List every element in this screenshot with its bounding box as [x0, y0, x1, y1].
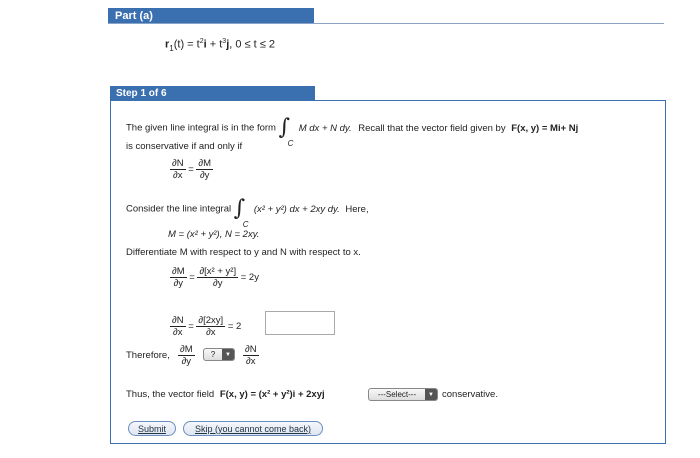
skip-button[interactable] [183, 421, 323, 436]
cond-num-1: ∂N [172, 158, 184, 169]
curve-definition [165, 38, 275, 53]
comparison-select[interactable] [203, 348, 235, 361]
th-den-2: ∂x [246, 356, 256, 367]
dm-dy-equation [170, 266, 259, 289]
conservative-select[interactable] [368, 388, 438, 401]
dm-num-expr: ∂[x² + y²] [199, 266, 237, 277]
consider-text: Consider the line integral [126, 203, 232, 215]
therefore-frac-1 [178, 344, 195, 367]
r-subscript: 1 [169, 43, 174, 53]
cond-den-2: ∂y [199, 170, 210, 181]
th-num-2: ∂N [245, 344, 257, 355]
plus-term: + t [206, 38, 223, 51]
skip-label: Skip (you cannot come back) [194, 423, 312, 434]
given-integrand: M dx + N dy. [298, 122, 352, 134]
r-symbol: r [165, 38, 170, 51]
i-vector: i [203, 38, 207, 51]
consider-line [126, 196, 369, 229]
dm-result: = 2y [240, 272, 259, 284]
th-den-1: ∂y [181, 356, 192, 367]
dm-den-expr: ∂y [213, 278, 223, 289]
part-header [108, 8, 314, 24]
integral-subscript-2: C [242, 220, 249, 229]
m-n-definition: M = (x² + y²), N = 2xy. [168, 229, 260, 240]
vector-field: F(x, y) = (x² + y²)i + 2xyj [219, 389, 325, 400]
step-label: Step 1 of 6 [116, 88, 167, 99]
integral-sign-2: ∫ C [234, 198, 245, 220]
dm-num: ∂M [172, 266, 185, 277]
condition-equation [170, 158, 213, 181]
submit-button[interactable] [128, 421, 176, 436]
t-range: , 0 ≤ t ≤ 2 [229, 38, 275, 51]
integral-sign: ∫ C [279, 117, 290, 139]
part-divider [108, 23, 664, 24]
recall-text: Recall that the vector field given by [358, 122, 506, 134]
exponent-2: 3 [222, 38, 227, 45]
here-text: Here, [345, 203, 369, 215]
consider-integrand: (x² + y²) dx + 2xy dy. [253, 203, 340, 215]
therefore-frac-2 [243, 344, 259, 367]
thus-text: Thus, the vector field [126, 389, 215, 400]
dn-num-expr: ∂[2xy] [198, 315, 224, 326]
dm-equals: = [189, 272, 195, 284]
step-header [110, 86, 315, 101]
given-form-text: The given line integral is in the form [126, 122, 276, 134]
cond-equals: = [188, 164, 194, 176]
thus-line [126, 389, 325, 401]
dn-num: ∂N [172, 315, 184, 326]
dn-dx-equation [170, 315, 241, 338]
dn-equals: = [188, 321, 194, 333]
conservative-select-value: ---Select--- [377, 390, 417, 399]
comparison-select-value: ? [210, 350, 216, 359]
chevron-down-icon: ▼ [425, 389, 437, 400]
dn-den-expr: ∂x [206, 327, 216, 338]
conservative-text: conservative. [442, 389, 498, 400]
dn-den: ∂x [173, 327, 183, 338]
dn-result: = 2 [227, 321, 242, 333]
therefore-text: Therefore, [126, 350, 170, 361]
submit-label: Submit [137, 423, 166, 434]
differentiate-instruction: Differentiate M with respect to y and N with respect to x. [126, 247, 361, 258]
cond-den-1: ∂x [173, 170, 183, 181]
r-argument: (t) = t [173, 38, 200, 51]
j-vector: j [226, 38, 230, 51]
chevron-down-icon: ▼ [222, 349, 234, 360]
conservative-condition-text: is conservative if and only if [126, 141, 243, 152]
answer-input[interactable] [265, 311, 335, 335]
integral-subscript: C [287, 139, 294, 148]
dm-den: ∂y [173, 278, 184, 289]
exponent-1: 2 [199, 38, 204, 45]
th-num-1: ∂M [180, 344, 193, 355]
cond-num-2: ∂M [198, 158, 212, 169]
vector-field-form: F(x, y) = Mi+ Nj [511, 122, 579, 134]
part-label: Part (a) [115, 10, 153, 22]
